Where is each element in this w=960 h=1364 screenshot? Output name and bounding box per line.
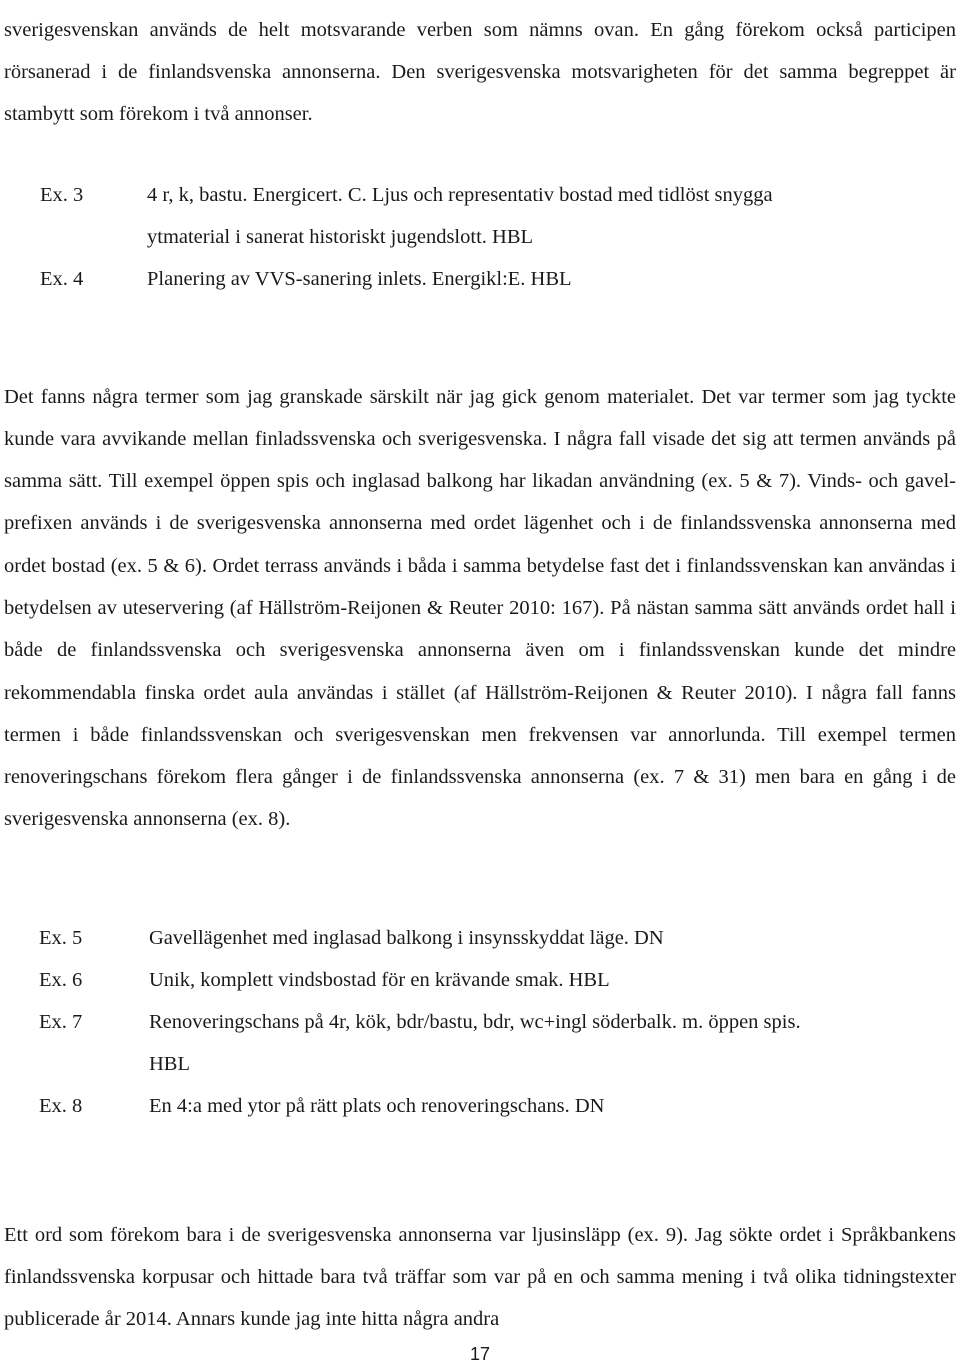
example-7-line-2: [0, 1052, 960, 1076]
example-text: Gavellägenhet med inglasad balkong i insynsskyddat läge. DN: [149, 927, 664, 949]
example-text: Renoveringschans på 4r, kök, bdr/bastu, bdr, wc+ingl söderbalk. m. öppen spis.: [149, 1011, 801, 1033]
example-8-line-1: [0, 1094, 960, 1118]
example-3-line-2: [0, 225, 960, 249]
example-text-continued: ytmaterial i sanerat historiskt jugendslott. HBL: [147, 226, 534, 248]
example-text-continued: HBL: [149, 1053, 190, 1075]
page-number: 17: [469, 1344, 491, 1364]
example-4-line-1: [0, 267, 960, 291]
example-text: En 4:a med ytor på rätt plats och renoveringschans. DN: [149, 1095, 605, 1117]
example-5-line-1: [0, 926, 960, 950]
example-label: Ex. 6: [39, 969, 83, 991]
example-label: Ex. 4: [40, 268, 84, 290]
example-label: Ex. 7: [39, 1011, 83, 1033]
example-label: Ex. 8: [39, 1095, 83, 1117]
body-paragraph-2: Det fanns några termer som jag granskade särskilt när jag gick genom materialet. Det var termer som jag tyckte kunde vara avvikande mellan finladssvenska och sverigesvenska. I några fall visade det sig att termen används på samma sätt. Till exempel öppen spis och inglasad balkong har likadan användning (ex. 5 & 7). Vinds- och gavel- prefixen används i de sverigesvenska annonserna med ordet lägenhet och i de finlandssvenska annonserna med ordet bostad (ex. 5 & 6). Ordet terrass används i båda i samma betydelse fast det i finlandssvenskan kan användas i betydelsen av uteservering (af Hällström-Reijonen & Reuter 2010: 167). På nästan samma sätt används ordet hall i både de finlandssvenska och sverigesvenska annonserna även om i finlandssvenskan kunde det mindre rekommendabla finska ordet aula användas i stället (af Hällström-Reijonen & Reuter 2010). I några fall fanns termen i både finlandssvenskan och sverigesvenskan men frekvensen var annorlunda. Till exempel termen renoveringschans förekom flera gånger i de finlandssvenska annonserna (ex. 7 & 31) men bara en gång i de sverigesvenska annonserna (ex. 8).: [4, 385, 956, 831]
example-label: Ex. 3: [40, 184, 84, 206]
example-7-line-1: [0, 1010, 960, 1034]
body-paragraph-1: sverigesvenskan används de helt motsvarande verben som nämns ovan. En gång förekom också participen rörsanerad i de finlandsvenska annonserna. Den sverigesvenska motsvarigheten för det samma begreppet är stambytt som förekom i två annonser.: [4, 18, 956, 126]
example-label: Ex. 5: [39, 927, 83, 949]
example-text: Planering av VVS-sanering inlets. Energikl:E. HBL: [147, 268, 572, 290]
example-text: Unik, komplett vindsbostad för en krävande smak. HBL: [149, 969, 610, 991]
body-paragraph-3: Ett ord som förekom bara i de sverigesvenska annonserna var ljusinsläpp (ex. 9). Jag sökte ordet i Språkbankens finlandssvenska korpusar och hittade bara två träffar som var på en och samma mening i två olika tidningstexter publicerade år 2014. Annars kunde jag inte hitta några andra: [4, 1223, 956, 1331]
example-6-line-1: [0, 968, 960, 992]
example-text: 4 r, k, bastu. Energicert. C. Ljus och representativ bostad med tidlöst snygga: [147, 184, 773, 206]
example-3-line-1: [0, 183, 960, 207]
